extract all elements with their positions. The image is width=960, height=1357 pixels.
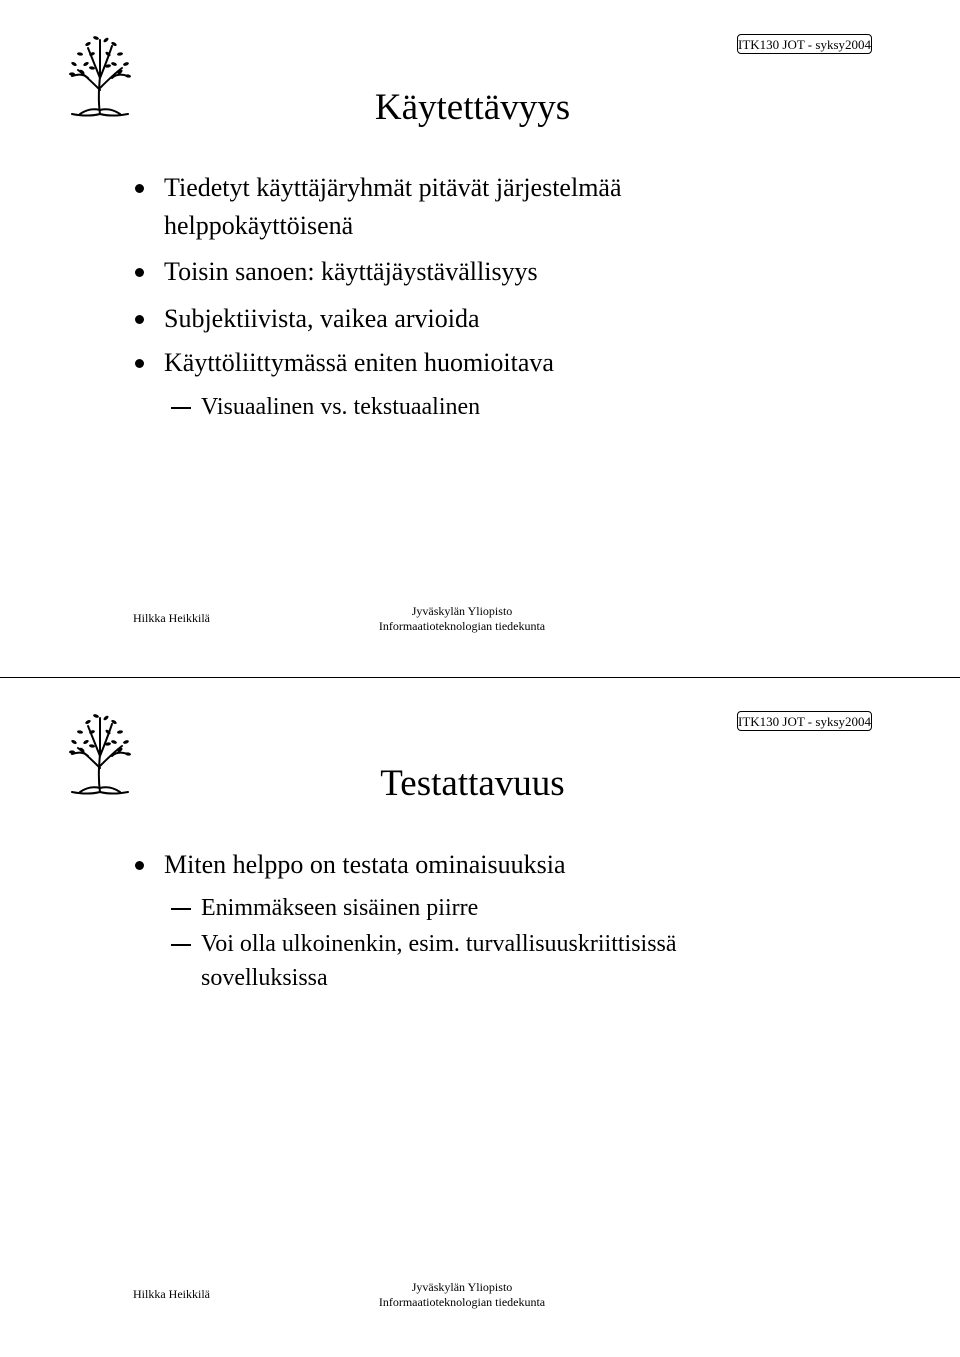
slide-kaytettavyys (0, 0, 960, 678)
sub-item: Voi olla ulkoinenkin, esim. turvallisuuskriittisissä (201, 931, 677, 957)
footer-author: Hilkka Heikkilä (133, 1287, 210, 1301)
bullet-item: Toisin sanoen: käyttäjäystävällisyys (164, 257, 538, 286)
sub-item-dash (171, 407, 191, 409)
bullet-dot (135, 861, 144, 870)
bullet-dot (135, 268, 144, 277)
bullet-item: Miten helppo on testata ominaisuuksia (164, 850, 566, 879)
slide-title: Testattavuus (380, 763, 565, 804)
bullet-item-continuation: helppokäyttöisenä (164, 211, 354, 240)
sub-item: Visuaalinen vs. tekstuaalinen (201, 394, 481, 420)
footer-author: Hilkka Heikkilä (133, 611, 210, 625)
sub-item-dash (171, 944, 191, 946)
bullet-item: Käyttöliittymässä eniten huomioitava (164, 348, 554, 377)
course-badge: ITK130 JOT - syksy2004 (737, 711, 872, 731)
footer-faculty: Informaatioteknologian tiedekunta (378, 1295, 546, 1309)
sub-item-continuation: sovelluksissa (201, 965, 328, 991)
footer-faculty: Informaatioteknologian tiedekunta (378, 619, 546, 633)
footer-university: Jyväskylän Yliopisto (411, 1280, 513, 1294)
footer-university: Jyväskylän Yliopisto (411, 604, 513, 618)
bullet-item: Subjektiivista, vaikea arvioida (164, 304, 480, 333)
sub-item-dash (171, 908, 191, 910)
bullet-dot (135, 359, 144, 368)
bullet-item: Tiedetyt käyttäjäryhmät pitävät järjestelmää (164, 173, 622, 202)
bullet-dot (135, 184, 144, 193)
course-badge: ITK130 JOT - syksy2004 (737, 34, 872, 54)
slide-testattavuus (0, 678, 960, 1357)
slide-title: Käytettävyys (374, 87, 571, 128)
sub-item: Enimmäkseen sisäinen piirre (201, 895, 479, 921)
bullet-dot (135, 315, 144, 324)
